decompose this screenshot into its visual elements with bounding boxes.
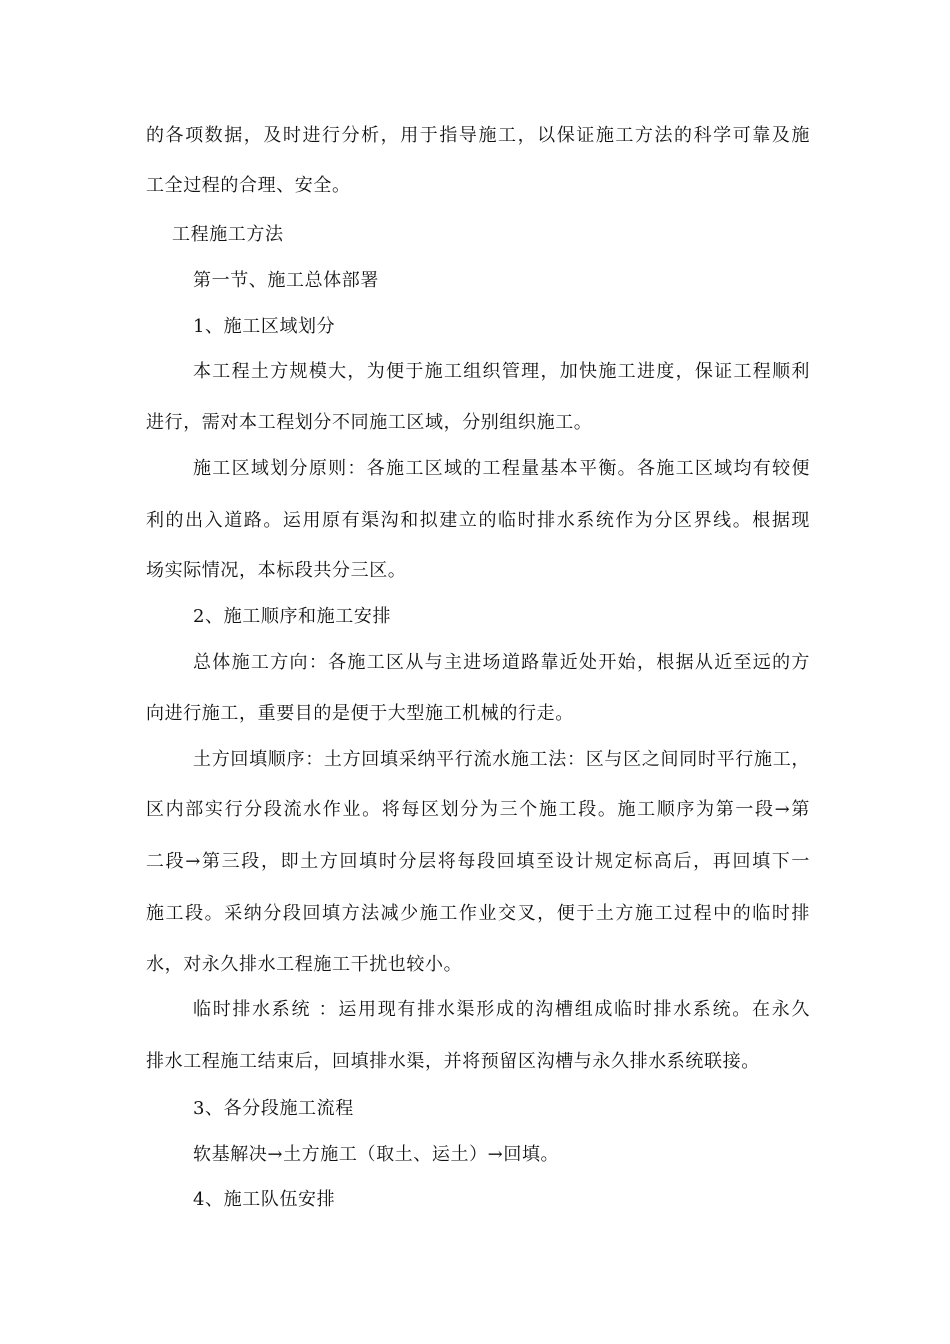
paragraph-line: 土方回填顺序：土方回填采纳平行流水施工法：区与区之间同时平行施工， (193, 749, 810, 770)
paragraph-line: 总体施工方向：各施工区从与主进场道路靠近处开始，根据从近至远的方 (193, 652, 810, 673)
paragraph-line: 工全过程的合理、安全。 (146, 175, 351, 196)
paragraph-line: 本工程土方规模大，为便于施工组织管理，加快施工进度，保证工程顺利 (193, 361, 810, 382)
section-heading: 工程施工方法 (172, 224, 284, 245)
paragraph-line: 施工区域划分原则：各施工区域的工程量基本平衡。各施工区域均有较便 (193, 458, 810, 479)
section-subheading: 第一节、施工总体部署 (193, 270, 379, 291)
item-heading: 1、施工区域划分 (193, 316, 336, 337)
paragraph-line: 区内部实行分段流水作业。将每区划分为三个施工段。施工顺序为第一段→第 (146, 799, 810, 820)
item-heading: 4、施工队伍安排 (193, 1189, 336, 1210)
paragraph-line: 排水工程施工结束后，回填排水渠，并将预留区沟槽与永久排水系统联接。 (146, 1051, 760, 1072)
item-heading: 3、各分段施工流程 (193, 1098, 354, 1119)
paragraph-line: 场实际情况，本标段共分三区。 (146, 560, 407, 581)
paragraph-line: 施工段。采纳分段回填方法减少施工作业交叉，便于土方施工过程中的临时排 (146, 903, 810, 924)
paragraph-line: 进行，需对本工程划分不同施工区域，分别组织施工。 (146, 412, 593, 433)
paragraph-line: 向进行施工，重要目的是便于大型施工机械的行走。 (146, 703, 574, 724)
paragraph-line: 利的出入道路。运用原有渠沟和拟建立的临时排水系统作为分区界线。根据现 (146, 510, 810, 531)
paragraph-line: 二段→第三段，即土方回填时分层将每段回填至设计规定标高后，再回填下一 (146, 851, 810, 872)
paragraph-line: 软基解决→土方施工（取土、运土）→回填。 (193, 1144, 560, 1165)
paragraph-line: 的各项数据，及时进行分析，用于指导施工，以保证施工方法的科学可靠及施 (146, 125, 810, 146)
paragraph-line: 水，对永久排水工程施工干扰也较小。 (146, 954, 463, 975)
paragraph-line: 临时排水系统 ：运用现有排水渠形成的沟槽组成临时排水系统。在永久 (193, 999, 810, 1020)
item-heading: 2、施工顺序和施工安排 (193, 606, 392, 627)
